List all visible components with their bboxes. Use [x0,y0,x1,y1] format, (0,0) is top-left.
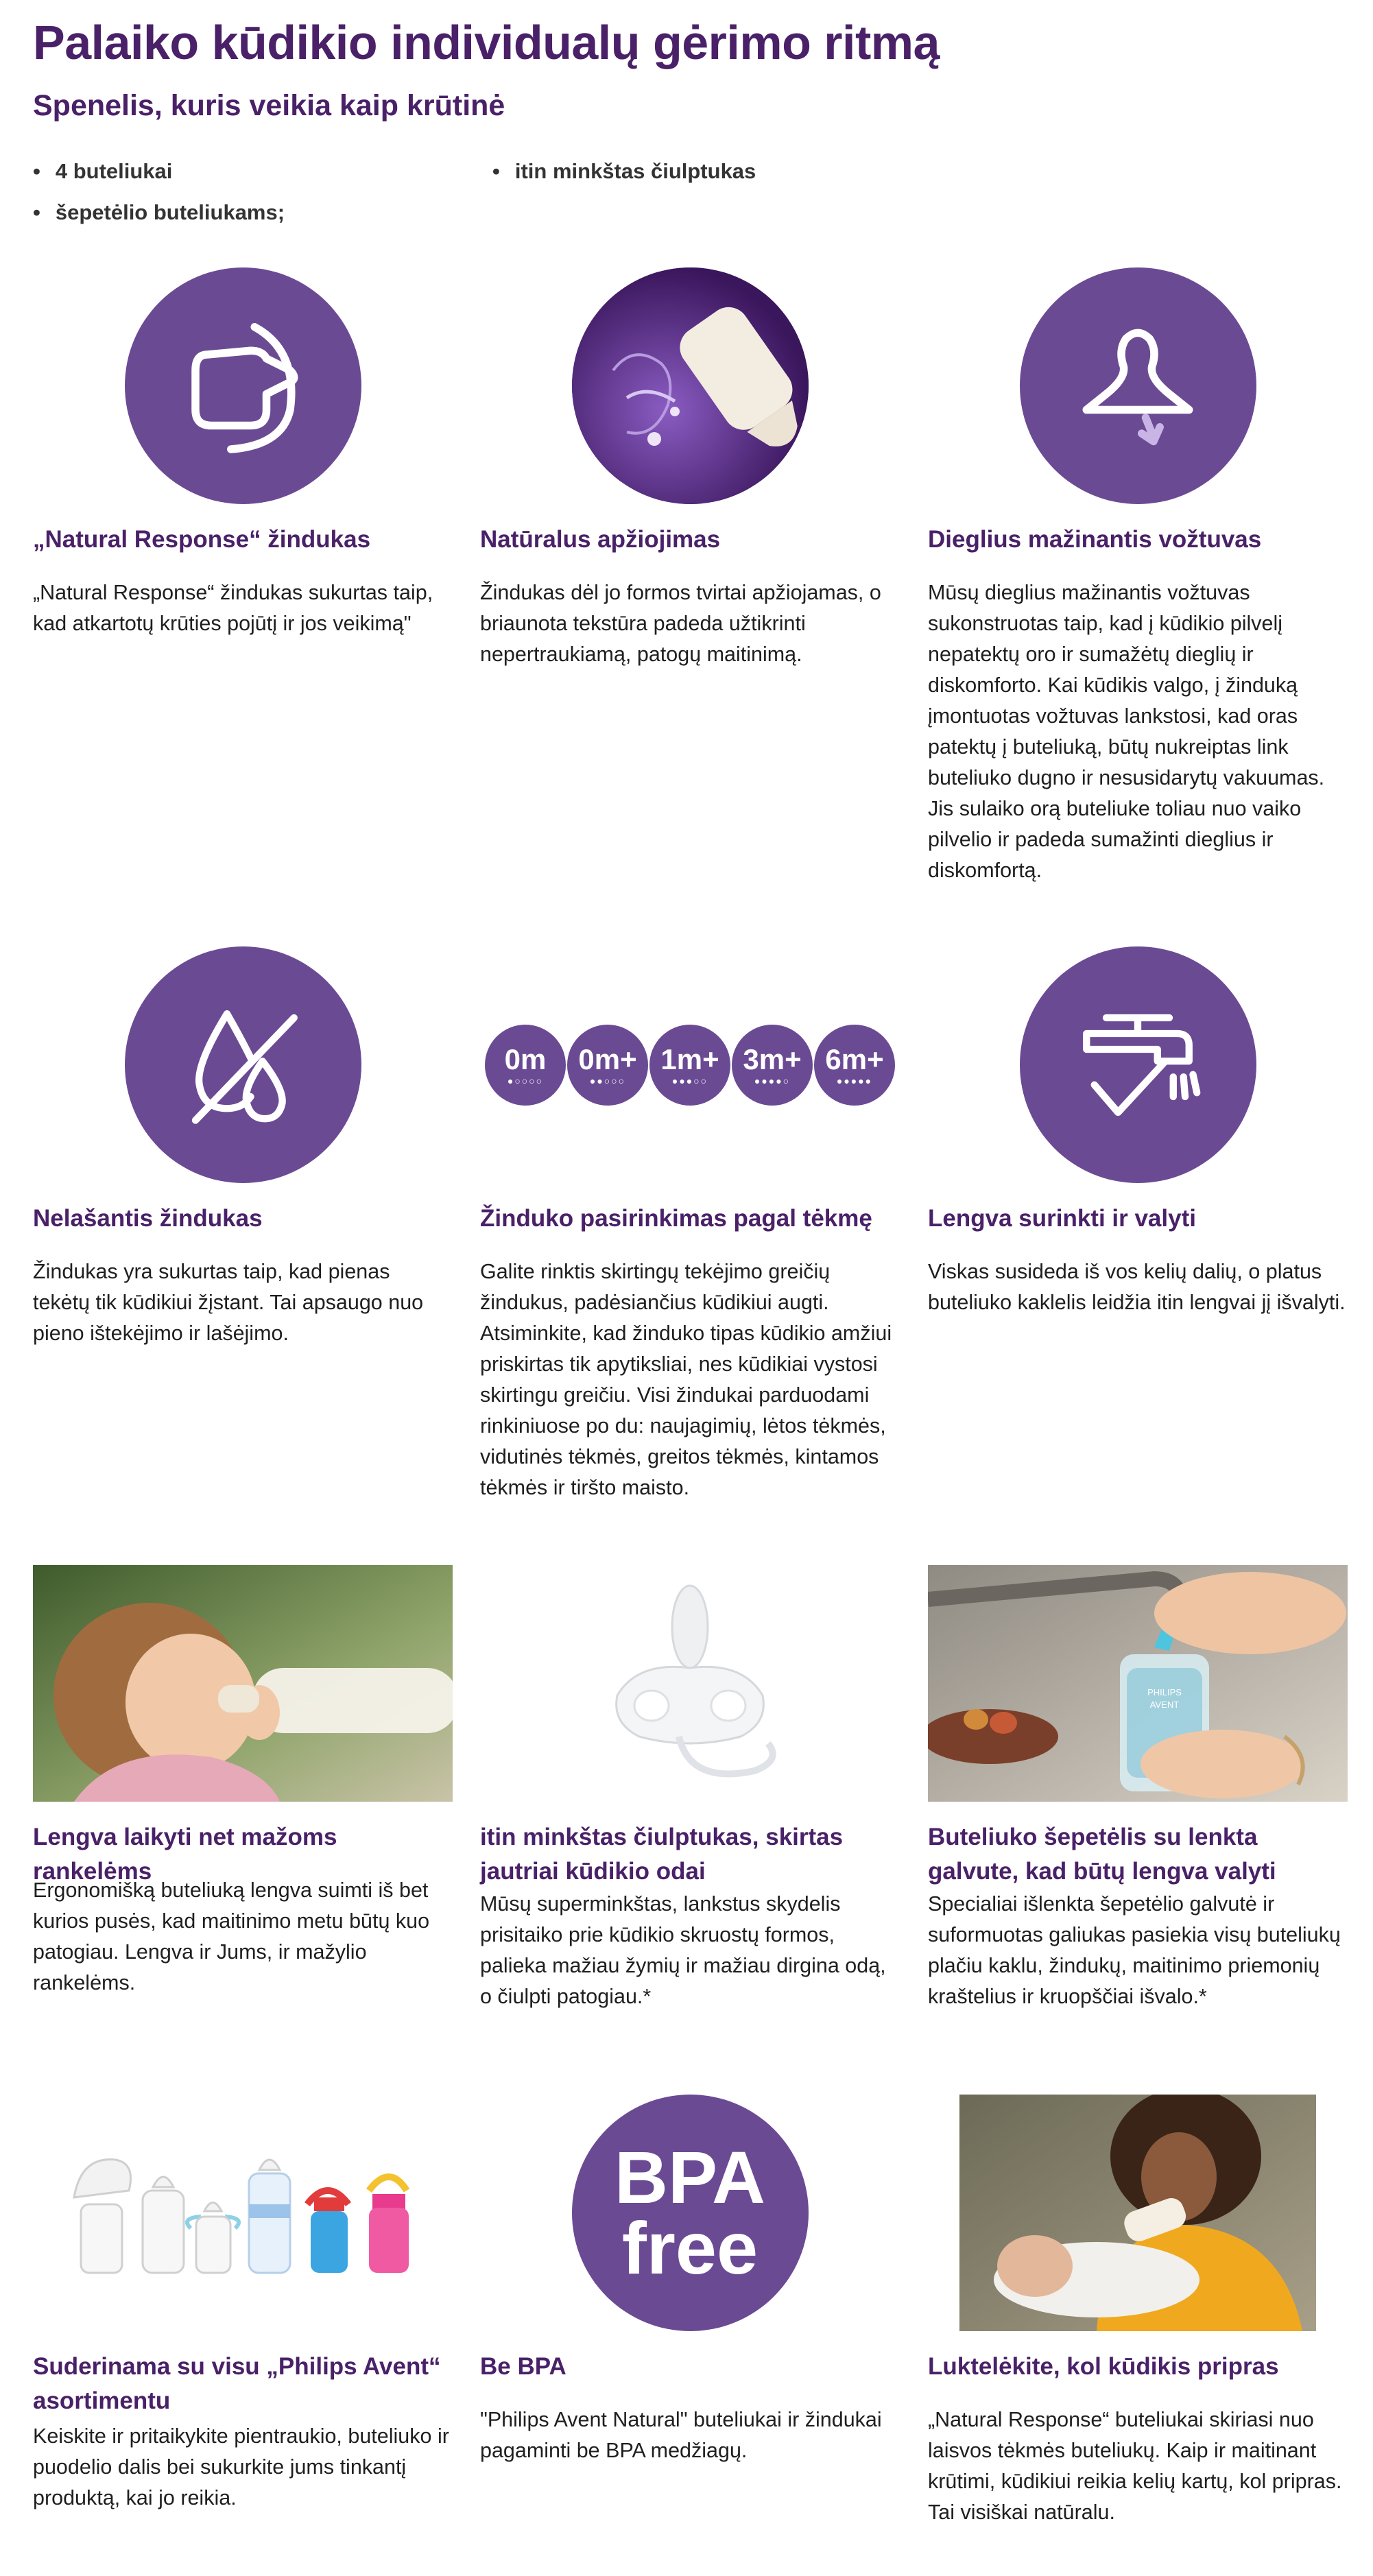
feature-title: Suderinama su visu „Philips Avent“ asortimentu [33,2353,441,2414]
feature-description: „Natural Response“ buteliukai skiriasi nuo laisvos tėkmės buteliukų. Kaip ir maitinant krūtimi, kūdikiui reikia kelių kartų, kol pripras. Tai visiškai natūralu. [928,2408,1342,2524]
feature-description: Galite rinktis skirtingų tekėjimo greičių žindukus, padėsiančius kūdikiui augti. Atsiminkite, kad žinduko tipas kūdikio amžiui priskirtas tik apytiksliai, nes kūdikiai vystosi skirtingu greičiu. Visi žindukai parduodami rinkiniuose po du: naujagimių, lėtos tėkmės, vidutinės tėkmės, greitos tėkmės, kintamos tėkmės ir tiršto maisto. [480,1260,892,1499]
mother-feeding-photo [959,2095,1316,2331]
bullet-brush: • šepetėlio buteliukams; [33,200,285,225]
feature-title: Luktelėkite, kol kūdikis pripras [928,2353,1279,2380]
feature-description: Viskas susideda iš vos kelių dalių, o platus buteliuko kaklelis leidžia itin lengvai jį išvalyti. [928,1260,1346,1314]
feature-title: Lengva laikyti net mažoms rankelėms [33,1824,337,1885]
feature-description: Mūsų dieglius mažinantis vožtuvas sukonstruotas taip, kad į kūdikio pilvelį nepatektų oro ir sumažėtų dieglių ir diskomforto. Kai kūdikis valgo, į žinduką įmontuotas vožtuvas lankstosi, kad oras patektų į buteliuką, būtų nukreiptas link buteliuko dugno ir nesusidarytų vakuumas. Jis sulaiko orą buteliuke toliau nuo vaiko pilvelio ir padeda sumažinti dieglius ir diskomfortą. [928,581,1325,882]
flow-badge-label: 0m [504,1042,547,1075]
flow-badge-label: 6m+ [825,1042,884,1075]
feature-description: "Philips Avent Natural" buteliukai ir žindukai pagaminti be BPA medžiagų. [480,2408,882,2462]
flow-drops-icon: ●●●○○ [671,1075,708,1086]
no-drip-icon [125,946,361,1183]
bottle-outline-icon [125,267,361,504]
feature-description: Ergonomišką buteliuką lengva suimti iš bet kurios pusės, kad maitinimo metu būtų kuo patogiau. Lengva ir Jums, ir mažylio rankelėms. [33,1879,430,1994]
flow-rate-icon [480,946,900,1183]
feature-title: Natūralus apžiojimas [480,526,721,553]
feature-description: Žindukas dėl jo formos tvirtai apžiojamas, o briaunota tekstūra padeda užtikrinti nepertraukiamą, patogų maitinimą. [480,581,881,666]
feature-description: Mūsų superminkštas, lankstus skydelis prisitaiko prie kūdikio skruostų formos, palieka mažiau žymių ir mažiau dirgina odą, o čiulpti patogiau.* [480,1892,886,2008]
bullet-pacifier: • itin minkštas čiulptukas [492,159,756,184]
feature-title: itin minkštas čiulptukas, skirtas jautriai kūdikio odai [480,1824,844,1885]
brush-cleaning-photo [928,1565,1348,1802]
flow-badge [567,1025,648,1106]
bottle-brand-label: PHILIPS [1147,1687,1182,1697]
feature-description: Specialiai išlenkta šepetėlio galvutė ir suformuotas galiukas pasiekia visų buteliukų plačiu kaklu, žindukų, maitinimo priemonių kraštelius ir kruopščiai išvalo.* [928,1892,1341,2008]
tap-check-icon [1020,946,1256,1183]
page-title: Palaiko kūdikio individualų gėrimo ritmą [33,16,940,69]
free-label: free [621,2206,759,2289]
flow-drops-icon: ●○○○○ [507,1075,544,1086]
flow-badge-label: 3m+ [743,1042,802,1075]
feature-title: Nelašantis žindukas [33,1205,263,1232]
feature-title: Žinduko pasirinkimas pagal tėkmę [480,1205,872,1232]
bottle-latch-illustration [572,267,809,504]
feature-title: Buteliuko šepetėlis su lenkta galvute, kad būtų lengva valyti [928,1824,1276,1885]
flow-badge [732,1025,813,1106]
feature-description: Žindukas yra sukurtas taip, kad pienas tekėtų tik kūdikiui žįstant. Tai apsaugo nuo pieno ištekėjimo ir lašėjimo. [33,1260,424,1345]
flow-badge [485,1025,566,1106]
bpa-free-icon [572,2095,809,2331]
flow-drops-icon: ●●○○○ [589,1075,626,1086]
feature-description: Keiskite ir pritaikykite pientraukio, buteliuko ir puodelio dalis bei sukurkite jums tinkantį produktą, kai jo reikia. [33,2424,449,2509]
feature-title: Dieglius mažinantis vožtuvas [928,526,1262,553]
pacifier-photo [480,1565,900,1802]
feature-title: Be BPA [480,2353,566,2380]
flow-badge [814,1025,895,1106]
feature-description: „Natural Response“ žindukas sukurtas taip, kad atkartotų krūties pojūtį ir jos veikimą" [33,581,433,635]
flow-drops-icon: ●●●●○ [754,1075,791,1086]
bullet-bottles: • 4 buteliukai [33,159,172,184]
flow-drops-icon: ●●●●● [836,1075,873,1086]
bpa-label: BPA [614,2135,765,2219]
flow-badge [649,1025,730,1106]
toddler-drinking-photo [33,1565,453,1802]
flow-badge-label: 1m+ [660,1042,719,1075]
page-subtitle: Spenelis, kuris veikia kaip krūtinė [33,89,505,122]
teat-valve-icon [1020,267,1256,504]
flow-badge-label: 0m+ [578,1042,637,1075]
feature-title: „Natural Response“ žindukas [33,526,371,553]
bottle-brand-label: AVENT [1149,1700,1180,1710]
product-range-photo [33,2095,453,2331]
feature-title: Lengva surinkti ir valyti [928,1205,1196,1232]
